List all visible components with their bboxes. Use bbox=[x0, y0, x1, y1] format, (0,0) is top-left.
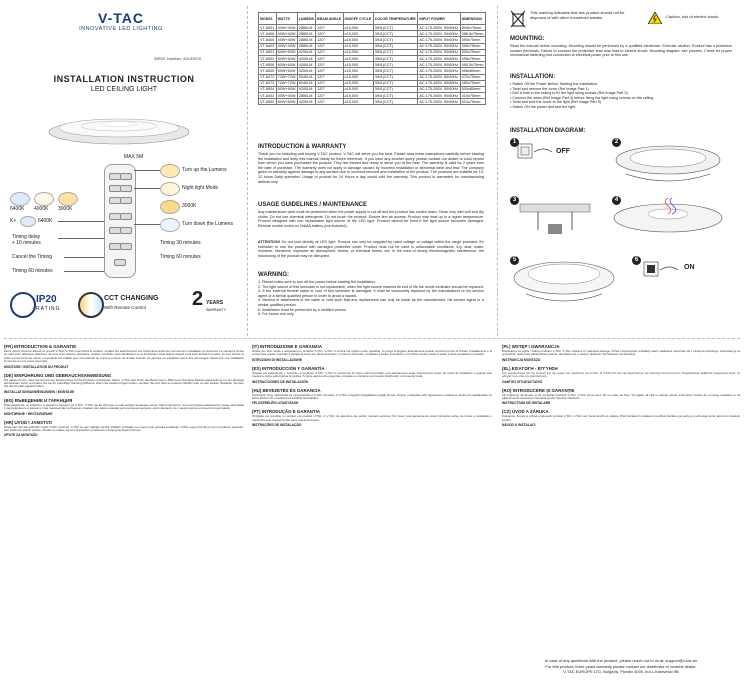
cover-panel bbox=[4, 6, 244, 336]
installation-diagram bbox=[508, 138, 736, 318]
remote-button bbox=[120, 185, 132, 192]
section-subheading: MONTAGE / INSTALLATION DU PRODUIT bbox=[4, 364, 69, 369]
weee-text: This marking indicates that this product should not be disposed of with other household wastes. bbox=[530, 10, 625, 20]
footer-line-2: For this product, three years warranty please contact our distributor or nearest dealer. bbox=[545, 663, 697, 669]
table-cell: 120° bbox=[316, 68, 343, 74]
brand-name: V-TAC bbox=[98, 10, 144, 26]
table-cell: 60W+60W bbox=[277, 87, 296, 92]
turn-up-label: Turn up the Lumens bbox=[182, 167, 227, 173]
3000k-swatch bbox=[160, 200, 180, 214]
weee-number: WEEE Number: 80133970 bbox=[154, 56, 202, 61]
table-cell: 3IN1(CCT) bbox=[373, 43, 418, 49]
table-row bbox=[259, 99, 486, 105]
translation-section bbox=[4, 344, 244, 369]
table-header-cell: INPUT POWER bbox=[418, 13, 460, 25]
list-item: • Switch Off the Power Before Starting the Installation. bbox=[510, 82, 599, 86]
table-cell: 72W+72W bbox=[277, 81, 296, 86]
table-cell: AC:175-265V, 50/60Hz bbox=[418, 86, 460, 92]
turn-down-label: Turn down the Lumens bbox=[182, 221, 233, 227]
table-cell: Ø45x75mm bbox=[460, 25, 485, 31]
table-cell: VT-8403 bbox=[260, 44, 275, 49]
table-cell: ≥15,000 bbox=[343, 93, 373, 99]
leader-line bbox=[134, 170, 160, 171]
table-cell: 120° bbox=[316, 80, 343, 86]
table-cell: 60W+60W bbox=[277, 99, 296, 104]
4000k-swatch bbox=[34, 192, 54, 206]
table-cell: VT-8503 bbox=[260, 56, 275, 61]
translation-section bbox=[502, 344, 740, 362]
table-cell: 120° bbox=[316, 25, 343, 31]
table-cell: ≥15,000 bbox=[343, 55, 373, 61]
table-cell: 60W+60W bbox=[277, 56, 296, 61]
translation-section bbox=[502, 409, 740, 427]
table-header-cell: LUMENS bbox=[297, 13, 315, 25]
table-header-cell: DIMENSION bbox=[460, 13, 485, 25]
table-header-cell: COLOR TEMPERATURE bbox=[373, 13, 418, 25]
footer-line-3: V-TAC EUROPE LTD. Bulgaria, Plovdiv 4000, bul.L.Karavelov 9B bbox=[563, 669, 679, 674]
table-cell: 4200LM bbox=[297, 55, 315, 61]
table-cell: VT-8473 bbox=[260, 81, 275, 86]
on-label: ON bbox=[684, 264, 695, 271]
step-2-marker: 2 bbox=[612, 138, 621, 147]
leader-line bbox=[134, 224, 160, 225]
section-subheading: INSTRUCȚIUNI DE INSTALARE bbox=[502, 401, 551, 406]
timing-30-label: Timing 30 minutes bbox=[160, 240, 201, 246]
attention-paragraph bbox=[258, 240, 484, 258]
section-paragraph: Děkujeme, že jste si vybrali a zakoupili výrobek V-TAC. V-TAC vám bude sloužit co nejlépe. Před zahájením instalace si pečlivě přečtěte tyto pokyny a uchovejte tento návod pro budoucí použití. bbox=[502, 414, 740, 422]
3000k-label-left: 3000K bbox=[58, 206, 73, 212]
table-cell: 60W+60W bbox=[277, 68, 296, 73]
table-cell: 500x75mm bbox=[460, 49, 485, 55]
translation-section bbox=[4, 373, 244, 394]
table-cell: 2880LM bbox=[297, 93, 315, 99]
translation-section bbox=[252, 366, 492, 384]
table-cell: 3IN1(CCT) bbox=[373, 49, 418, 55]
night-light-label: Night light Mode bbox=[182, 185, 219, 191]
section-paragraph: Gracias por seleccionar y comprar un producto V-TAC. V-TAC le servirá de la mejor manera posible. Lea atentamente estas instrucciones antes de iniciar la instalación y guarde este manual a mano para futuras consultas. Si tiene alguna otra pregunta, póngase en contacto con nuestro distribuidor o proveedor local. bbox=[252, 370, 492, 379]
table-cell: 120° bbox=[316, 37, 343, 43]
footer bbox=[502, 658, 740, 675]
table-cell: 120° bbox=[316, 86, 343, 92]
mounting-paragraph: Read the manual before mounting. Mounting should be performed by a qualified electrician. Exercise caution: Product has a protective contact (terminal). Failure to connect the protective lead may lead to electric shock. Mounting diagram: see pictures. Check for proper mechanical fastening and connection to electrical power prior to first use. bbox=[510, 44, 732, 58]
crossed-bin-icon bbox=[510, 10, 526, 28]
table-cell: 4200LM bbox=[297, 99, 315, 105]
list-item: 6. For indoor use only bbox=[258, 312, 294, 317]
lumens-down-swatch bbox=[160, 218, 180, 232]
table-header-row bbox=[259, 13, 486, 25]
night-light-swatch bbox=[160, 182, 180, 196]
ip-rating-value: IP20 bbox=[36, 294, 57, 305]
table-cell: VT-8505 bbox=[260, 68, 275, 73]
table-header-cell: WATTS bbox=[276, 13, 297, 25]
table-cell: 60W+60W bbox=[277, 50, 296, 55]
table-cell: 120° bbox=[316, 74, 343, 80]
translations-column-3 bbox=[502, 342, 740, 680]
plus-10-label: + 10 minutes bbox=[12, 240, 41, 246]
leader-line bbox=[134, 188, 160, 189]
table-cell: 470x75mm bbox=[460, 74, 485, 80]
electric-shock-warning-icon bbox=[648, 12, 662, 24]
section-heading: (EL) ΕΙΣΑΓΩΓΗ - ΕΓΓΥΗΣΗ bbox=[502, 365, 558, 371]
step-3-marker: 3 bbox=[510, 196, 519, 205]
4000k-label: 4000K bbox=[34, 206, 49, 212]
table-cell: 410x75mm bbox=[460, 93, 485, 99]
list-item: • Twist and lock the cover to the light (Ref Image Part 5) bbox=[510, 100, 601, 105]
leader-line bbox=[64, 257, 104, 258]
table-cell: ≥15,000 bbox=[343, 49, 373, 55]
table-cell: 5040LM bbox=[297, 80, 315, 86]
list-item: 4. Method of attachment of the cable or cord such that any replacement can only be made by the manufacturer, his service agent or a similar qualified person. bbox=[258, 298, 484, 307]
feature-badges bbox=[10, 290, 242, 324]
section-subheading: ΟΔΗΓΙΕΣ ΕΓΚΑΤΑΣΤΑΣΗΣ bbox=[502, 379, 543, 384]
table-cell: ≥15,000 bbox=[343, 25, 373, 31]
remote-button bbox=[120, 197, 132, 204]
section-heading: (HR) UVOD I JAMSTVO bbox=[4, 419, 53, 425]
brand-tagline: INNOVATIVE LED LIGHTING bbox=[79, 26, 163, 32]
remote-button bbox=[114, 259, 126, 266]
table-cell: 40W+40W bbox=[277, 31, 296, 36]
table-cell: 3IN1(CCT) bbox=[373, 74, 418, 80]
table-cell: 3IN1(CCT) bbox=[373, 55, 418, 61]
table-cell: 3IN1(CCT) bbox=[373, 86, 418, 92]
table-cell: VT-8502 bbox=[260, 99, 275, 104]
table-cell: 3IN1(CCT) bbox=[373, 62, 418, 68]
table-cell: 72W+72W bbox=[277, 75, 296, 80]
table-cell: 3IN1(CCT) bbox=[373, 25, 418, 31]
translations-column-1 bbox=[4, 342, 244, 680]
table-cell: 496x80mm bbox=[460, 68, 485, 74]
list-item: 3. If the external flexible cable or cord of this luminaire is damaged, it shall be exclusively replaced by the manufacturer or his service agent or a similar qualified person in order to avoid a hazard. bbox=[258, 289, 484, 298]
table-cell: 120° bbox=[316, 99, 343, 105]
section-heading: (HU) BEVEZETÉS ÉS GARANCIA bbox=[252, 387, 321, 393]
mounting-heading: MOUNTING: bbox=[510, 36, 545, 42]
table-cell: 2880LM bbox=[297, 25, 315, 31]
table-cell: AC:175-265V, 50/60Hz bbox=[418, 49, 460, 55]
section-heading: (BG) ВЪВЕДЕНИЕ И ГАРАНЦИЯ bbox=[4, 397, 73, 403]
step-1-marker: 1 bbox=[510, 138, 519, 147]
off-label: OFF bbox=[556, 148, 570, 155]
specifications-panel bbox=[252, 6, 492, 336]
section-heading: (PT) INTRODUÇÃO E GARANTIA bbox=[252, 409, 321, 415]
6400k-label: 6400K bbox=[10, 206, 25, 212]
table-cell: 495.5x75mm bbox=[461, 62, 484, 67]
table-cell: ≥15,000 bbox=[343, 37, 373, 43]
table-cell: 4200LM bbox=[297, 86, 315, 92]
table-cell: 388.5x75mm bbox=[461, 31, 484, 36]
table-cell: VT-8506 bbox=[260, 62, 275, 67]
table-cell: VT-8406 bbox=[260, 31, 275, 36]
translation-section bbox=[4, 420, 244, 438]
shock-text: Caution, risk of electric shock. bbox=[666, 14, 720, 19]
table-cell: ≥15,000 bbox=[343, 43, 373, 49]
ceiling-lamp-illustration bbox=[44, 102, 194, 148]
translation-section bbox=[252, 344, 492, 362]
remote-control bbox=[104, 164, 136, 278]
table-cell: 120° bbox=[316, 55, 343, 61]
table-cell: AC:175-265V, 50/60Hz bbox=[418, 74, 460, 80]
timing-60-label: Timing 60 minutes bbox=[160, 254, 201, 260]
table-cell: 40W+40W bbox=[277, 37, 296, 42]
table-cell: AC:175-265V, 50/60Hz bbox=[418, 80, 460, 86]
attention-lead: ATTENTION! bbox=[258, 240, 281, 244]
list-item: • Twist and remove the cover (Ref Image Part 1) bbox=[510, 86, 589, 91]
diagram-heading: INSTALLATION DIAGRAM: bbox=[510, 128, 586, 134]
table-cell: AC:175-265V, 50/60Hz bbox=[418, 93, 460, 99]
section-subheading: UPUTE ZA MONTAŽU bbox=[4, 433, 38, 438]
installation-heading: INSTALLATION: bbox=[510, 74, 556, 80]
intro-paragraph: Thank you for selecting and buying V-TAC product. V-TAC will serve you the best. Please read these instructions carefully before starting the installation and keep this manual handy for future reference. If you have any another query, please contact our dealer or local vendor from whom you have purchased the product. They are trained and ready to serve you at the best. The warranty is valid for 2 years from the date of purchase. The warranty does not apply to damage caused by incorrect installation or abnormal wear and tear. The company gives no warranty against damage to any surface due to incorrect removal and installation of the product. The products are suitable for 10-12 hours Daily operation. Usage of product for 24 Hours a day would void the warranty. This product is warranted for manufacturing defects only. bbox=[258, 152, 484, 184]
table-cell: AC:175-265V, 50/60Hz bbox=[418, 62, 460, 68]
table-cell: 120° bbox=[316, 49, 343, 55]
table-cell: AC:175-265V, 50/60Hz bbox=[418, 37, 460, 43]
table-cell: 120° bbox=[316, 31, 343, 37]
table-cell: VT-8472 bbox=[260, 75, 275, 80]
section-paragraph: Σας ευχαριστούμε για την επιλογή και την αγορά του προϊόντος της V-TAC. Η V-TAC θα σας εξυπηρετήσει με τον καλύτερο δυνατό τρόπο. Παρακαλούμε διαβάστε προσεκτικά αυτές τις οδηγίες πριν από την εγκατάσταση. bbox=[502, 370, 740, 379]
table-cell: 395x75mm bbox=[460, 37, 485, 43]
section-paragraph: Hvala vam što ste odabrali i kupili V-TAC proizvod. V-TAC će vas najbolje uslužiti. Pažljivo pročitajte ove upute prije početka instalacije i držite ovaj priručnik pri ruci za buduću upotrebu. Ako imate bilo kakvih pitanja, obratite se našem trgovcu ili lokalnom prodavaču od kojeg ste kupili proizvod. bbox=[4, 424, 244, 433]
table-cell: 40W+40W bbox=[277, 25, 296, 30]
timing-60-label-left: Timing 60 minutes bbox=[12, 268, 53, 274]
max-distance-label: MAX 5M bbox=[124, 154, 144, 160]
table-cell: 3IN1(CCT) bbox=[373, 80, 418, 86]
table-cell: 480x75mm bbox=[460, 80, 485, 86]
usage-paragraph: Any maintenance work must be performed when the power supply is cut off and the product has cooled down. Clean only with soft and dry cloths. Do not use chemical detergents. Do not touch the product. Ensure fine air access. Product may heat up to a higher temperature. Product designed with non replaceable light source of the LED type. Product cannot be fixed if the light source becomes damaged. Remote control works on 2xAAA battery (not included). bbox=[258, 210, 484, 228]
installation-steps bbox=[510, 82, 732, 110]
section-paragraph: Köszönjük, hogy választotta és megvásárolta a V-TAC terméket. A V-TAC a legjobb szolgáltatást nyújtja Önnek. Kérjük, a telepítés előtt figyelmesen olvassa el ezeket az utasításokat, és tartsa kéznél ezt a kézikönyvet későbbi használatra. bbox=[252, 392, 492, 401]
table-cell: VT-8401 bbox=[260, 25, 275, 30]
table-cell: VT-8402 bbox=[260, 93, 275, 98]
table-cell: 510x75mm bbox=[460, 99, 485, 105]
warranty-unit: YEARS bbox=[206, 300, 224, 306]
section-subheading: NÁVOD K INSTALACI bbox=[502, 423, 536, 428]
table-cell: AC:175-265V, 50/60Hz bbox=[418, 55, 460, 61]
warranty-years: 2 bbox=[192, 288, 204, 310]
section-heading: (IT) INTRODUZIONE E GARANZIA bbox=[252, 344, 323, 349]
cct-icon bbox=[78, 292, 104, 318]
usage-heading: USAGE GUIDELINES / MAINTENANCE bbox=[258, 202, 368, 208]
table-cell: 4200LM bbox=[297, 68, 315, 74]
6400k-label-2: 6400K bbox=[38, 218, 53, 224]
table-cell: 2880LM bbox=[297, 31, 315, 37]
section-paragraph: Благодарим ви, че избрахте и закупихте продукт на V-TAC. V-TAC ще ви обслужи по най-добрия възможен начин. Моля прочетете тези инструкции внимателно преди започване с инсталирането и запазете това ръководство за бъдещи справки. Ако имате някакви допълнителни въпроси, моля свържете се с нашия дилър или местния доставчик. bbox=[4, 402, 244, 411]
table-cell: AC:175-265V, 50/60Hz bbox=[418, 31, 460, 37]
table-cell: AC:175-265V, 50/60Hz bbox=[418, 68, 460, 74]
table-cell: 40W+40W bbox=[277, 44, 296, 49]
cct-label: CCT CHANGING bbox=[104, 295, 159, 302]
section-paragraph: Wir danken Ihnen, dass Sie sich für den Einkauf eines V-TAC Produkts entschieden haben. V-TAC wird Ihnen das Beste bieten. Bitte lesen Sie diese Bedienungsanleitung vor der Montage aufmerksam durch und halten Sie sie für zukünftige Nutzung griffbereit. Wenn Sie weitere Fragen haben, wenden Sie sich bitte an unseren Händler oder an den lokalen Verkäufer, bei dem Sie das Produkt gekauft haben. bbox=[4, 377, 244, 389]
table-cell: ≥15,000 bbox=[343, 31, 373, 37]
translation-section bbox=[252, 409, 492, 427]
ip-rating-icon bbox=[10, 292, 36, 318]
section-heading: (PL) WSTĘP I GWARANCJA bbox=[502, 344, 560, 349]
section-subheading: FELSZERELÉSI UTASÍTÁSOK bbox=[252, 401, 299, 406]
document-title: INSTALLATION INSTRUCTION bbox=[53, 74, 195, 84]
translation-section bbox=[252, 388, 492, 406]
table-cell: AC:175-265V, 50/60Hz bbox=[418, 43, 460, 49]
table-cell: 3IN1(CCT) bbox=[373, 93, 418, 99]
table-cell: 5040LM bbox=[297, 74, 315, 80]
translations-column-2 bbox=[252, 342, 492, 680]
section-subheading: ISTRUZIONI DI INSTALLAZIONE bbox=[252, 357, 302, 362]
3000k-label: 3000K bbox=[182, 203, 197, 209]
step-4-marker: 4 bbox=[612, 196, 621, 205]
6400k-swatch bbox=[10, 192, 30, 206]
kplus-swatch bbox=[20, 216, 36, 227]
remote-control-diagram bbox=[10, 154, 242, 284]
section-heading: (RO) INTRODUCERE ȘI GARANȚIE bbox=[502, 387, 575, 393]
table-cell: ≥15,000 bbox=[343, 86, 373, 92]
section-heading: (ES) INTRODUCCIÓN Y GARANTÍA bbox=[252, 365, 325, 371]
table-cell: ≥15,000 bbox=[343, 99, 373, 105]
section-subheading: INSTRUCCIONES DE INSTALACIÓN bbox=[252, 379, 308, 384]
table-cell: 3IN1(CCT) bbox=[373, 37, 418, 43]
table-cell: 495x75mm bbox=[460, 55, 485, 61]
leader-line bbox=[64, 271, 104, 272]
table-header-cell: ON/OFF CYCLE bbox=[343, 13, 373, 25]
step-6-marker: 6 bbox=[632, 256, 641, 265]
cct-sublabel: With Remote Control bbox=[104, 305, 146, 310]
table-cell: 120° bbox=[316, 93, 343, 99]
table-cell: 500x85mm bbox=[460, 86, 485, 92]
section-paragraph: Merci d'avoir choisi et acheté un produit V-TAC. V-TAC vous offrira le meilleur. Veuillez lire attentivement ces instructions avant de commencer l'installation et conservez ce manuel à portée de main pour référence ultérieure. Si vous avez d'autres questions, veuillez contacter notre distributeur ou le fournisseur local auprès duquel vous avez acheté le produit. Ils sont formés et prêts à vous servir au mieux. La garantie est valable pour une période de 2 ans à compter de la date d'achat. La garantie ne s'applique pas à des dommages causés par une installation incorrecte ou une usure anormale. bbox=[4, 349, 245, 364]
section-heading: (FR) INTRODUCTION & GARANTIE bbox=[4, 344, 77, 349]
table-cell: 4200LM bbox=[297, 49, 315, 55]
remote-button bbox=[120, 173, 132, 180]
list-item: • Connect the wires (Ref Image Part 4) before fixing the light using screws on the ceiling. bbox=[510, 95, 655, 100]
table-cell: 395x75mm bbox=[460, 43, 485, 49]
table-cell: ≥15,000 bbox=[343, 80, 373, 86]
table-cell: 40W+40W bbox=[277, 93, 296, 98]
list-item: • Switch ON the power and test the light. bbox=[510, 104, 577, 109]
section-subheading: INSTALLATIONSANWEISUNGEN / MONTAGE bbox=[4, 389, 75, 394]
table-cell: 2880LM bbox=[297, 37, 315, 43]
warning-list bbox=[258, 280, 484, 317]
table-cell: VT-8501 bbox=[260, 50, 275, 55]
document-subtitle: LED CEILING LIGHT bbox=[90, 86, 158, 93]
leader-line bbox=[58, 221, 104, 222]
section-paragraph: Vă mulțumim că ați ales și ați cumpărat produsul V-TAC. V-TAC vă va servi cât se poate de bine. Vă rugăm să citiți cu atenție aceste instrucțiuni înainte de a începe instalarea și să păstrați acest manual la îndemână pentru referințe ulterioare. bbox=[502, 392, 740, 401]
cancel-timing-label: Cancel the Timing bbox=[12, 254, 53, 260]
table-cell: 120° bbox=[316, 43, 343, 49]
table-cell: ≥15,000 bbox=[343, 62, 373, 68]
panel-divider bbox=[247, 6, 248, 336]
table-cell: ≥15,000 bbox=[343, 74, 373, 80]
leader-line bbox=[58, 238, 104, 239]
list-item: • Drill a hole in the ceiling to fix the light using screws (Ref Image Part 3) bbox=[510, 91, 628, 96]
remote-button bbox=[120, 227, 132, 234]
section-divider bbox=[4, 338, 740, 339]
footer-line-1: In case of any questions with the product, please reach out to us at: support@v-tac.eu bbox=[544, 658, 698, 663]
diagram-drawing bbox=[508, 138, 736, 318]
table-cell: 3IN1(CCT) bbox=[373, 31, 418, 37]
brand-logo bbox=[66, 10, 176, 32]
timing-delay-label: Timing delay bbox=[12, 234, 41, 240]
remote-button bbox=[120, 213, 132, 220]
specification-table bbox=[258, 12, 486, 105]
section-subheading: INSTRUKCJA MONTAŻU bbox=[502, 357, 541, 362]
section-paragraph: Grazie per aver scelto e acquistato un prodotto V-TAC. V-TAC vi servirà nel miglior modo possibile. Si prega di leggere attentamente queste istruzioni prima di iniziare l'installazione e di conservare questo manuale a portata di mano per riferimenti futuri. In caso di domande, contattare il nostro rivenditore o il fornitore locale presso il quale è stato acquistato il prodotto. bbox=[252, 349, 492, 357]
3000k-swatch-left bbox=[58, 192, 78, 206]
table-cell: VT-8504 bbox=[260, 87, 275, 92]
list-item: 2. The light source of this luminaire is not replaceable, when the light source reaches its end of life the whole luminaire should be replaced. bbox=[258, 284, 484, 289]
ip-rating-label: RATING bbox=[36, 306, 61, 312]
section-subheading: INSTRUÇÕES DE INSTALAÇÃO bbox=[252, 423, 302, 428]
step-5-marker: 5 bbox=[510, 256, 519, 265]
table-header-cell: MODEL bbox=[259, 13, 277, 25]
section-paragraph: Dziękujemy za wybór i zakup produktu V-TAC. V-TAC zapewni Ci najlepszą obsługę. Przed rozpoczęciem instalacji należy dokładnie zapoznać się z niniejszą instrukcją i zachować ją na przyszłość. Jeśli masz jakiekolwiek pytania, skontaktuj się z naszym dealerem lub lokalnym sprzedawcą. bbox=[502, 349, 740, 357]
kplus-label: K+ bbox=[10, 218, 17, 224]
warning-heading: WARNING: bbox=[258, 272, 289, 278]
section-subheading: МОНТИРАНЕ / ИНСТАЛИРАНЕ bbox=[4, 411, 53, 416]
table-cell: 60W+60W bbox=[277, 62, 296, 67]
installation-panel bbox=[502, 6, 740, 336]
intro-heading: INTRODUCTION & WARRANTY bbox=[258, 144, 347, 150]
translation-section bbox=[4, 398, 244, 416]
warranty-badge bbox=[192, 290, 230, 320]
table-header-cell: BEAM ANGLE bbox=[316, 13, 343, 25]
table-body bbox=[259, 25, 486, 105]
table-cell: 3IN1(CCT) bbox=[373, 99, 418, 105]
list-item: 5. Installation must be performed by a certified person. bbox=[258, 307, 347, 312]
translation-section bbox=[502, 388, 740, 406]
remote-button bbox=[120, 243, 132, 250]
attention-text: Do not look directly at LED light. Product can only be supplied by rated voltage or voltage within the range provided. It's forbidden to use the product with damaged protective cover. Product must not be used in unfavorable conditions, e.g. dust, water, moisture, vibrations, explosive air atmosphere, fumes, or chemical fumes, etc. In the area of strong electromagnetic interference, the functioning of the product may be disrupted. bbox=[258, 240, 484, 258]
translation-section bbox=[502, 366, 740, 384]
table-cell: ≥15,000 bbox=[343, 68, 373, 74]
section-heading: (DE) EINFÜHRUNG UND GEBRAUCHSANWEISUNG bbox=[4, 372, 112, 378]
warranty-label: WARRANTY bbox=[206, 308, 226, 312]
section-heading: (CZ) ÚVOD A ZÁRUKA bbox=[502, 409, 549, 415]
table-cell: AC:175-265V, 50/60Hz bbox=[418, 99, 460, 105]
table-cell: AC:175-265V, 50/60Hz bbox=[418, 25, 460, 31]
lumens-up-swatch bbox=[160, 164, 180, 178]
table-cell: 3IN1(CCT) bbox=[373, 68, 418, 74]
table-cell: 2880LM bbox=[297, 43, 315, 49]
panel-divider bbox=[497, 6, 498, 336]
table-cell: 4200LM bbox=[297, 62, 315, 68]
list-item: 1. Please make sure to turn off the power before starting the installation. bbox=[258, 280, 376, 284]
table-cell: VT-8405 bbox=[260, 37, 275, 42]
table-cell: 120° bbox=[316, 62, 343, 68]
section-paragraph: Obrigado por escolher e comprar um produto V-TAC. A V-TAC irá atendê-lo da melhor maneira possível. Por favor, leia atentamente estas instruções antes de iniciar a instalação e mantenha este manual à mão para referência futura. bbox=[252, 414, 492, 422]
